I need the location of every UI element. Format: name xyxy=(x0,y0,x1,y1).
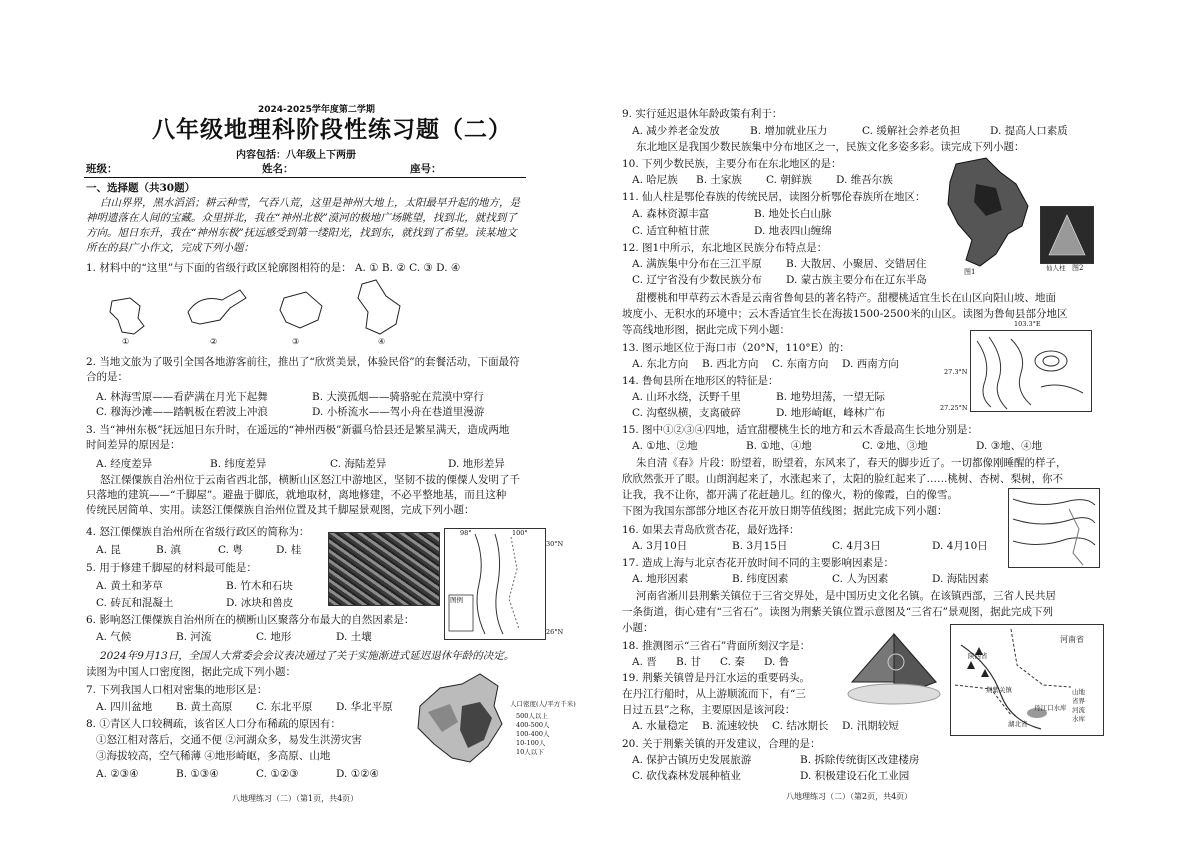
outline-label: ① xyxy=(122,337,130,346)
option: D. 鲁 xyxy=(764,656,790,668)
option: D. 地形差异 xyxy=(448,458,505,470)
option: C. 缓解社会养老负担 xyxy=(862,125,961,137)
question-3-line: 3. 当“神州东极”抚远旭日东升时，在遥远的“神州西极”新疆乌恰县还是繁星满天，造成两地 xyxy=(86,424,510,436)
option: D. ①②④ xyxy=(336,768,379,780)
option: C. 人为因素 xyxy=(832,573,889,585)
option: C. 地形 xyxy=(256,631,292,643)
option: A. 哈尼族 xyxy=(632,174,678,186)
page-footer: 八地理练习（二）（第1页，共4页） xyxy=(232,794,359,803)
map-legend-mountain: 山地 xyxy=(1072,688,1085,696)
content-scope: 内容包括：八年级上下两册 xyxy=(236,150,356,161)
passage-line: 读图为中国人口密度图，据此完成下列小题： xyxy=(86,666,296,678)
map-label-reservoir: 丹江口水库 xyxy=(1034,704,1067,712)
question-12: 12. 图1中所示，东北地区民族分布特点是： xyxy=(622,242,828,254)
question-14: 14. 鲁甸县所在地形区的特征是： xyxy=(622,375,779,387)
outline-2-shape xyxy=(188,290,246,324)
option: A. 黄土和茅草 xyxy=(96,580,163,592)
figure-2-caption: 仙人柱 xyxy=(1046,264,1066,272)
outline-label: ③ xyxy=(292,337,300,346)
option: A. 东北方向 xyxy=(632,358,689,370)
option: A. 3月10日 xyxy=(632,540,688,552)
option: B. 纬度差异 xyxy=(210,458,267,470)
option: A. 经度差异 xyxy=(96,458,153,470)
contour-map xyxy=(970,330,1092,412)
option: D. 汛期较短 xyxy=(842,720,899,732)
option: A. ①地、②地 xyxy=(632,440,698,452)
option: B. 大散居、小聚居、交错居住 xyxy=(786,258,927,270)
outline-3-shape xyxy=(280,292,322,328)
question-19-line: 日过五县”之称，主要原因是该河段： xyxy=(622,704,796,716)
option: C. 秦 xyxy=(720,656,745,668)
passage-line: 神明遗落在人间的宝藏。众里拼北，我在“神州北极”漠河的极地广场眺望，找到北，就找到了 xyxy=(86,212,517,224)
density-legend-item: 10-100人 xyxy=(516,739,546,747)
map-label-henan: 河南省 xyxy=(1060,635,1084,644)
option: B. 西北方向 xyxy=(702,358,759,370)
question-5: 5. 用于修建千脚屋的材料最可能是： xyxy=(86,562,257,574)
section-heading: 一、选择题（共30题） xyxy=(86,182,196,194)
passage-line: 传统民居简单、实用。读怒江傈僳族自治州位置及其千脚屋景观图，完成下列小题： xyxy=(86,504,475,516)
option: B. 土家族 xyxy=(696,174,742,186)
passage-line: 所在的县广小作文，完成下列小题： xyxy=(86,242,254,254)
option: A. 晋 xyxy=(632,656,657,668)
passage-line: 甜樱桃和甲草药云木香是云南省鲁甸县的著名特产。甜樱桃适宜生长在山区向阳山坡、地面 xyxy=(636,292,1056,304)
northeast-china-map xyxy=(936,154,1036,272)
option: D. 冰块和兽皮 xyxy=(226,597,294,609)
option: A. 山环水绕，沃野千里 xyxy=(632,391,741,403)
passage-line: 只落地的建筑——“千脚屋”。避蛊于脚底，就地取材，离地修建，不必平整地基，而且这种 xyxy=(86,489,507,501)
passage-line: 一条街道，街心建有“三省石”。读图为荆紫关镇位置示意图及“三省石”景观图，据此完成下列 xyxy=(622,606,1053,618)
option: B. 3月15日 xyxy=(732,540,788,552)
passage-line: 方向。旭日东升，我在“神州东极”抚远感受到第一缕阳光，找到东，就找到了希望。读某地文 xyxy=(86,227,517,239)
figure-2-label: 图2 xyxy=(1072,264,1084,272)
density-legend-item: 10人以下 xyxy=(516,748,544,756)
option: A. 气候 xyxy=(96,631,132,643)
option: D. 积极建设石化工业园 xyxy=(800,770,910,782)
option: C. 穆海沙滩——踏帆板在碧波上冲浪 xyxy=(96,406,268,418)
outline-label: ④ xyxy=(378,337,386,346)
option: D. 4月10日 xyxy=(932,540,988,552)
option: B. 黄土高原 xyxy=(176,701,233,713)
option: C. 沟壑纵横，支离破碎 xyxy=(632,407,741,419)
map-legend-label: 图例 xyxy=(450,596,463,604)
option: C. 砖瓦和混凝土 xyxy=(96,597,174,609)
question-11: 11. 仙人柱是鄂伦春族的传统民居，读图分析鄂伦春族所在地区： xyxy=(622,191,926,203)
option: D. ③地、④地 xyxy=(976,440,1043,452)
option: B. 流速较快 xyxy=(702,720,759,732)
outline-label: ② xyxy=(210,337,218,346)
option: B. 地处长白山脉 xyxy=(754,208,832,220)
question-3-line: 时间差异的原因是： xyxy=(86,439,181,451)
name-field-label: 姓名： xyxy=(262,163,294,175)
map-label-hubei: 湖北省 xyxy=(1008,720,1028,728)
question-19-line: 在丹江行船时，从上游顺流而下，有“三 xyxy=(622,688,806,700)
map-legend-reservoir: 水库 xyxy=(1072,715,1085,723)
option: B. 拆除传统街区改建楼房 xyxy=(800,754,920,766)
nujiang-location-map xyxy=(444,528,546,640)
option: A. 森林资源丰富 xyxy=(632,208,710,220)
option: C. 适宜种植甘蔗 xyxy=(632,225,710,237)
outline-4-shape xyxy=(358,280,400,334)
year-line: 2024-2025学年度第二学期 xyxy=(258,105,375,115)
passage-line: 怒江傈僳族自治州位于云南省西北部，横断山区怒江中游地区，坚韧不拔的傈僳人发明了千 xyxy=(100,474,520,486)
left-page xyxy=(0,0,598,847)
option: B. 滇 xyxy=(156,544,181,556)
seat-field-label: 座号： xyxy=(410,163,442,175)
map-legend-border: 省界 xyxy=(1072,697,1085,705)
passage-line: 欣欣然张开了眼。山朗润起来了，水涨起来了，太阳的脸红起来了……桃树、杏树、梨树，你不 xyxy=(622,473,1063,485)
question-13: 13. 图示地区位于海口市（20°N，110°E）的： xyxy=(622,342,850,354)
question-4: 4. 怒江傈僳族自治州所在省级行政区的简称为： xyxy=(86,526,310,538)
option: B. 纬度因素 xyxy=(732,573,789,585)
page-title: 八年级地理科阶段性练习题（二） xyxy=(152,117,512,143)
option: C. 4月3日 xyxy=(832,540,881,552)
option: D. 地形崎岖，峰林广布 xyxy=(776,407,886,419)
option: C. 结冰期长 xyxy=(772,720,829,732)
china-density-map xyxy=(410,666,506,776)
map-label-shaanxi: 陕西省 xyxy=(968,652,988,660)
map-lon-label: 100° xyxy=(512,529,528,537)
option: A. ②③④ xyxy=(96,768,139,780)
passage-line: 东北地区是我国少数民族集中分布地区之一，民族文化多姿多彩。读完成下列小题： xyxy=(636,141,1025,153)
option: B. ①③④ xyxy=(176,768,219,780)
stilt-house-photo xyxy=(328,532,440,606)
option: D. 蒙古族主要分布在辽东半岛 xyxy=(786,274,927,286)
density-legend-item: 500人以上 xyxy=(516,712,548,720)
option: D. 提高人口素质 xyxy=(990,125,1068,137)
density-legend-item: 400-500人 xyxy=(516,721,550,729)
option: C. 海陆差异 xyxy=(330,458,387,470)
option: C. 辽宁省没有少数民族分布 xyxy=(632,274,762,286)
passage-line: 朱自清《春》片段：盼望着，盼望着，东风来了，春天的脚步近了。一切都像刚睡醒的样子， xyxy=(636,457,1067,469)
reason-line: ①怒江相对落后，交通不便 ②河湖众多，易发生洪涝灾害 xyxy=(96,734,362,746)
density-legend-item: 100-400人 xyxy=(516,730,550,738)
option: C. 朝鲜族 xyxy=(766,174,812,186)
question-15: 15. 图中①②③④四地，适宜甜樱桃生长的地方和云木香最高生长地分别是： xyxy=(622,424,979,436)
option: C. ①②③ xyxy=(256,768,299,780)
passage-line: 河南省淅川县荆紫关镇位于三省交界处，是中国历史文化名镇。在该镇西部，三省人民共居 xyxy=(636,590,1056,602)
question-20: 20. 关于荆紫关镇的开发建议，合理的是： xyxy=(622,738,821,750)
contour-lon-label: 103.3°E xyxy=(1014,320,1041,328)
option: D. 地表四山缠绵 xyxy=(754,225,832,237)
option: A. 昆 xyxy=(96,544,121,556)
map-lon-label: 98° xyxy=(460,529,472,537)
option: B. 大漠孤烟——骑骆驼在荒漠中穿行 xyxy=(312,391,484,403)
option: C. 东北平原 xyxy=(256,701,313,713)
xianrenzhu-photo xyxy=(1040,206,1094,264)
option: C. 砍伐森林发展种植业 xyxy=(632,770,741,782)
option: D. 海陆因素 xyxy=(932,573,989,585)
option: D. 桂 xyxy=(276,544,302,556)
option: B. 地势坦荡，一望无际 xyxy=(776,391,885,403)
question-19-line: 19. 荆紫关镇曾是丹江水运的重要码头。 xyxy=(622,672,811,684)
option: C. 粤 xyxy=(218,544,243,556)
question-10: 10. 下列少数民族，主要分布在东北地区的是： xyxy=(622,158,842,170)
option: A. 满族集中分布在三江平原 xyxy=(632,258,762,270)
option: B. ①地、④地 xyxy=(746,440,812,452)
question-8: 8. ①青区人口较稠疏，该省区人口分布稀疏的原因有： xyxy=(86,718,341,730)
option: A. 减少养老金发放 xyxy=(632,125,720,137)
option: B. 增加就业压力 xyxy=(750,125,828,137)
page-footer: 八地理练习（二）（第2页，共4页） xyxy=(786,792,913,801)
option: A. 水量稳定 xyxy=(632,720,689,732)
class-field-label: 班级： xyxy=(86,163,118,175)
option: A. 林海雪原——看萨满在月光下起舞 xyxy=(96,391,268,403)
option: D. 维吾尔族 xyxy=(836,174,893,186)
question-6: 6. 影响怒江傈僳族自治州所在的横断山区聚落分布最大的自然因素是： xyxy=(86,614,415,626)
header-rule xyxy=(84,177,526,178)
question-17: 17. 造成上海与北京杏花开放时间不同的主要影响因素是： xyxy=(622,557,895,569)
passage-line: 等高线地形图，据此完成下列小题： xyxy=(622,324,790,336)
passage-line: 坡度小、无积水的环境中；云木香适宜生长在海拔1500-2500米的山区。读图为鲁甸县部分地区 xyxy=(622,308,1068,320)
question-2-line: 2. 当地文旅为了吸引全国各地游客前往，推出了“欣赏美景，体验民俗”的套餐活动，下面最符 xyxy=(86,356,520,368)
option: A. 四川盆地 xyxy=(96,701,153,713)
option: D. 小桥流水——驾小舟在巷道里漫游 xyxy=(312,406,485,418)
reason-line: ③海拔较高，空气稀薄 ④地形崎岖，多高原、山地 xyxy=(96,750,331,762)
option: C. 东南方向 xyxy=(772,358,829,370)
question-1: 1. 材料中的“这里”与下面的省级行政区轮廓图相符的是： A. ① B. ② C. ③ D. ④ xyxy=(86,262,461,274)
contour-lat-label: 27.25°N xyxy=(940,404,968,412)
map-lat-label: 30°N xyxy=(546,540,564,548)
question-9: 9. 实行延迟退休年龄政策有利于： xyxy=(622,108,783,120)
option: B. 河流 xyxy=(176,631,212,643)
option: B. 竹木和石块 xyxy=(226,580,293,592)
passage-line: 2024年9月13日，全国人大常委会会议表决通过了关于实施渐进式延迟退休年龄的决定。 xyxy=(100,650,515,662)
question-2-line: 合的是： xyxy=(86,371,128,383)
map-legend-river: 河流 xyxy=(1072,706,1085,714)
contour-lat-label: 27.3°N xyxy=(944,368,968,376)
question-18: 18. 推测图示“三省石”背面所刻汉字是： xyxy=(622,640,811,652)
option: C. ②地、③地 xyxy=(862,440,928,452)
passage-line: 小题： xyxy=(622,622,654,634)
blossom-isoline-map xyxy=(1008,488,1100,568)
figure-1-label: 图1 xyxy=(964,268,976,276)
option: D. 土壤 xyxy=(336,631,372,643)
passage-line: 下图为我国东部部分地区杏花开放日期等值线图；据此完成下列小题： xyxy=(622,505,948,517)
outline-1-shape xyxy=(110,298,144,334)
three-province-stone-photo xyxy=(844,628,942,708)
map-label-jingziguan: 荆紫关镇 xyxy=(986,686,1012,694)
option: B. 甘 xyxy=(676,656,701,668)
passage-line: 让我，我不让你，都开满了花赶趟儿。红的像火，粉的像霞，白的像雪。 xyxy=(622,489,958,501)
question-16: 16. 如果去青岛欣赏杏花，最好选择： xyxy=(622,524,800,536)
option: D. 西南方向 xyxy=(842,358,899,370)
question-7: 7. 下列我国人口相对密集的地形区是： xyxy=(86,684,268,696)
right-page xyxy=(600,0,1200,847)
option: A. 地形因素 xyxy=(632,573,689,585)
option: A. 保护古镇历史发展旅游 xyxy=(632,754,752,766)
map-lat-label: 26°N xyxy=(546,628,564,636)
density-legend-title: 人口密度(人/平方千米) xyxy=(510,700,576,708)
passage-line: 白山界界，黑水滔滔；耕云种雪，气吞八荒，这里是神州大地上，太阳最早升起的地方，是 xyxy=(100,197,520,209)
option: D. 华北平原 xyxy=(336,701,393,713)
